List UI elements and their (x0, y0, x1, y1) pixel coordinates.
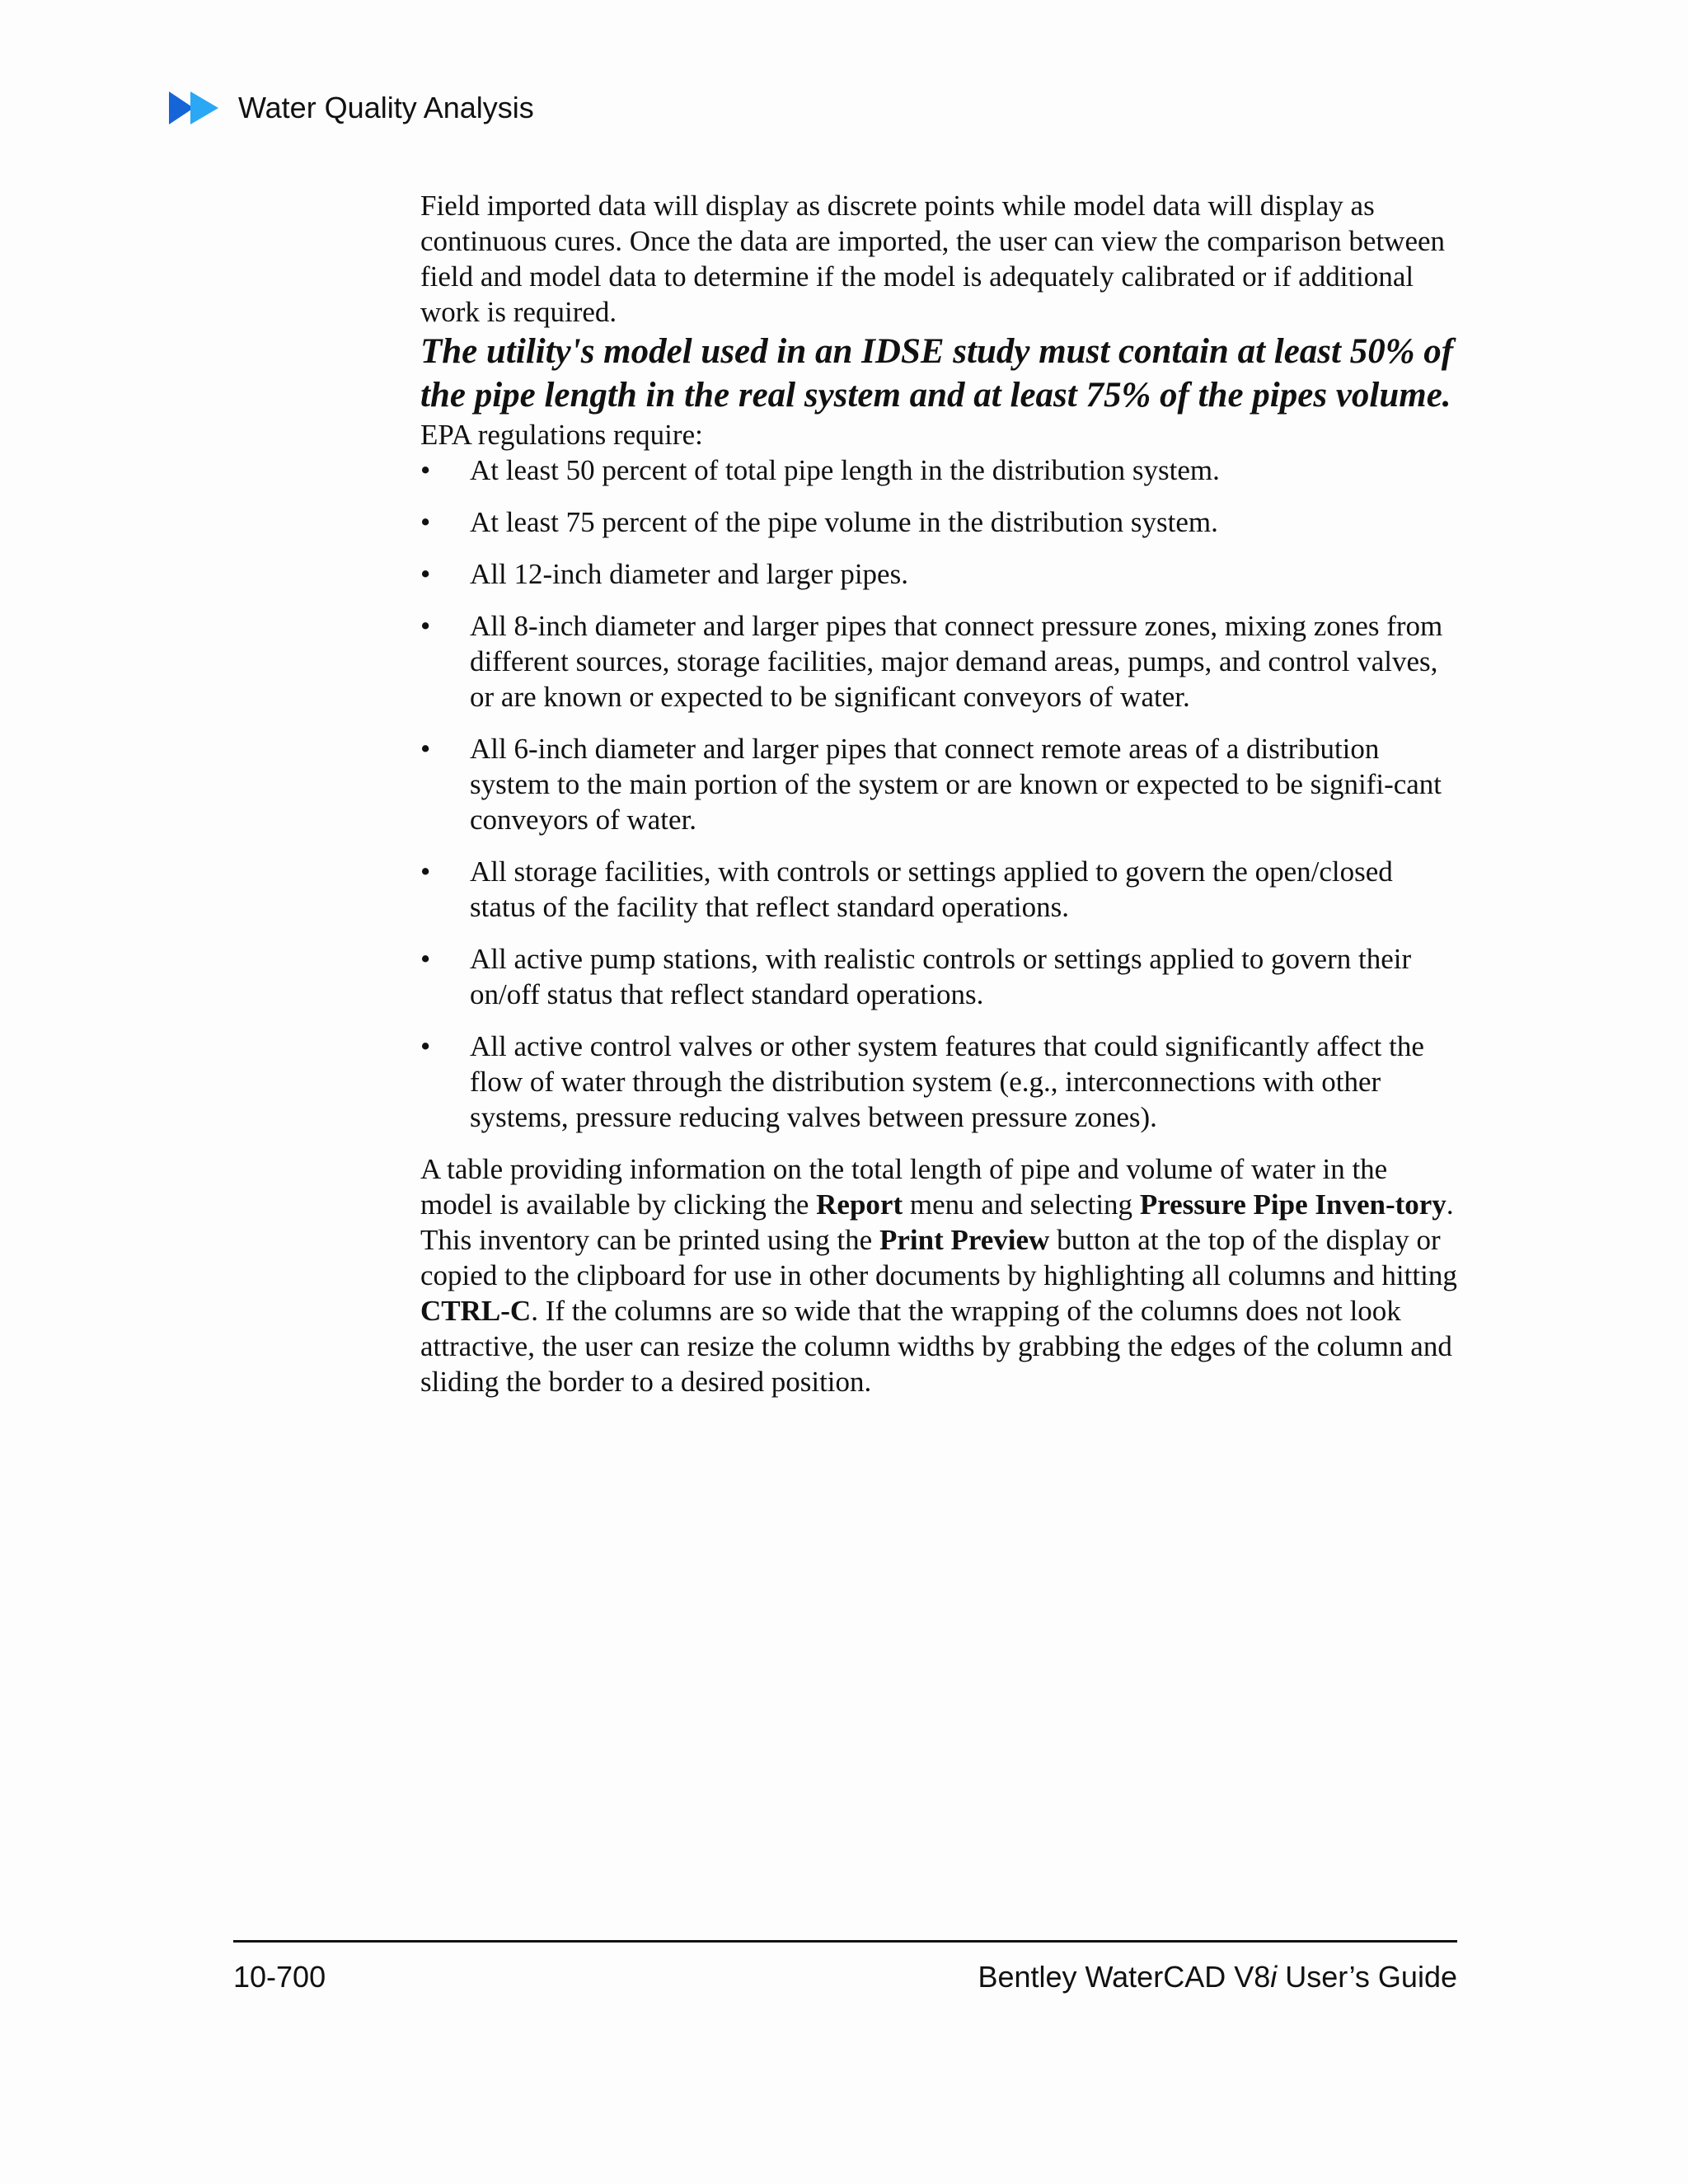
bullet-icon: • (420, 943, 431, 975)
footer-divider (233, 1940, 1457, 1943)
bullet-icon: • (420, 506, 431, 538)
bullet-icon: • (420, 733, 431, 765)
list-item: • At least 50 percent of total pipe length in the distribution system. (420, 454, 1220, 486)
double-chevron-right-icon (169, 90, 222, 126)
page-header (169, 89, 534, 127)
bullet-icon: • (420, 558, 431, 590)
list-item: • At least 75 percent of the pipe volume in the distribution system. (420, 506, 1218, 538)
page-content (420, 188, 1459, 1399)
bullet-icon: • (420, 1030, 431, 1062)
list-item: • All 6-inch diameter and larger pipes that connect remote areas of a distribution system to the main portion of the system or are known or expected to be signifi-cant conveyors of water. (420, 733, 1442, 836)
regulations-list (420, 452, 1459, 1135)
inventory-paragraph: A table providing information on the total length of pipe and volume of water in the model is available by clicking the Report menu and selecting Pressure Pipe Inven-tory. This inventory can be printed using the Print Preview button at the top of the display or copied to the clipboard for use in other documents by highlighting all columns and hitting CTRL-C. If the columns are so wide that the wrapping of the columns does not look attractive, the user can resize the column widths by grabbing the edges of the column and sliding the border to a desired position. (420, 1153, 1457, 1398)
guide-title: Bentley WaterCAD V8i User’s Guide (978, 1960, 1457, 1994)
section-title: Water Quality Analysis (238, 91, 534, 124)
page-number: 10-700 (233, 1960, 326, 1994)
intro-paragraph: Field imported data will display as discrete points while model data will display as continuous cures. Once the data are imported, the user can view the comparison between field and model data to determine if the model is adequately calibrated or if additional work is required. (420, 190, 1446, 328)
list-item: • All active control valves or other system features that could significantly affect the flow of water through the distribution system (e.g., interconnections with other systems, pressure reducing valves between pressure zones). (420, 1030, 1424, 1133)
list-item: • All storage facilities, with controls or settings applied to govern the open/closed status of the facility that reflect standard operations. (420, 855, 1393, 923)
print-preview-ref: Print Preview (879, 1224, 1050, 1256)
regulations-intro: EPA regulations require: (420, 419, 703, 451)
bullet-icon: • (420, 610, 431, 642)
callout-note: The utility's model used in an IDSE study must contain at least 50% of the pipe length in the real system and at least 75% of the pipes volume. (420, 332, 1454, 415)
ctrl-c-ref: CTRL-C (420, 1295, 532, 1327)
list-item: • All active pump stations, with realistic controls or settings applied to govern their on/off status that reflect standard operations. (420, 943, 1412, 1010)
bullet-icon: • (420, 454, 431, 486)
report-menu-ref: Report (816, 1188, 903, 1221)
list-item: • All 8-inch diameter and larger pipes that connect pressure zones, mixing zones from different sources, storage facilities, major demand areas, pumps, and control valves, or are known or expected to be significant conveyors of water. (420, 610, 1443, 713)
bullet-icon: • (420, 855, 431, 888)
list-item: • All 12-inch diameter and larger pipes. (420, 558, 908, 590)
pressure-pipe-inventory-ref: Pressure Pipe Inven-tory (1139, 1188, 1447, 1221)
